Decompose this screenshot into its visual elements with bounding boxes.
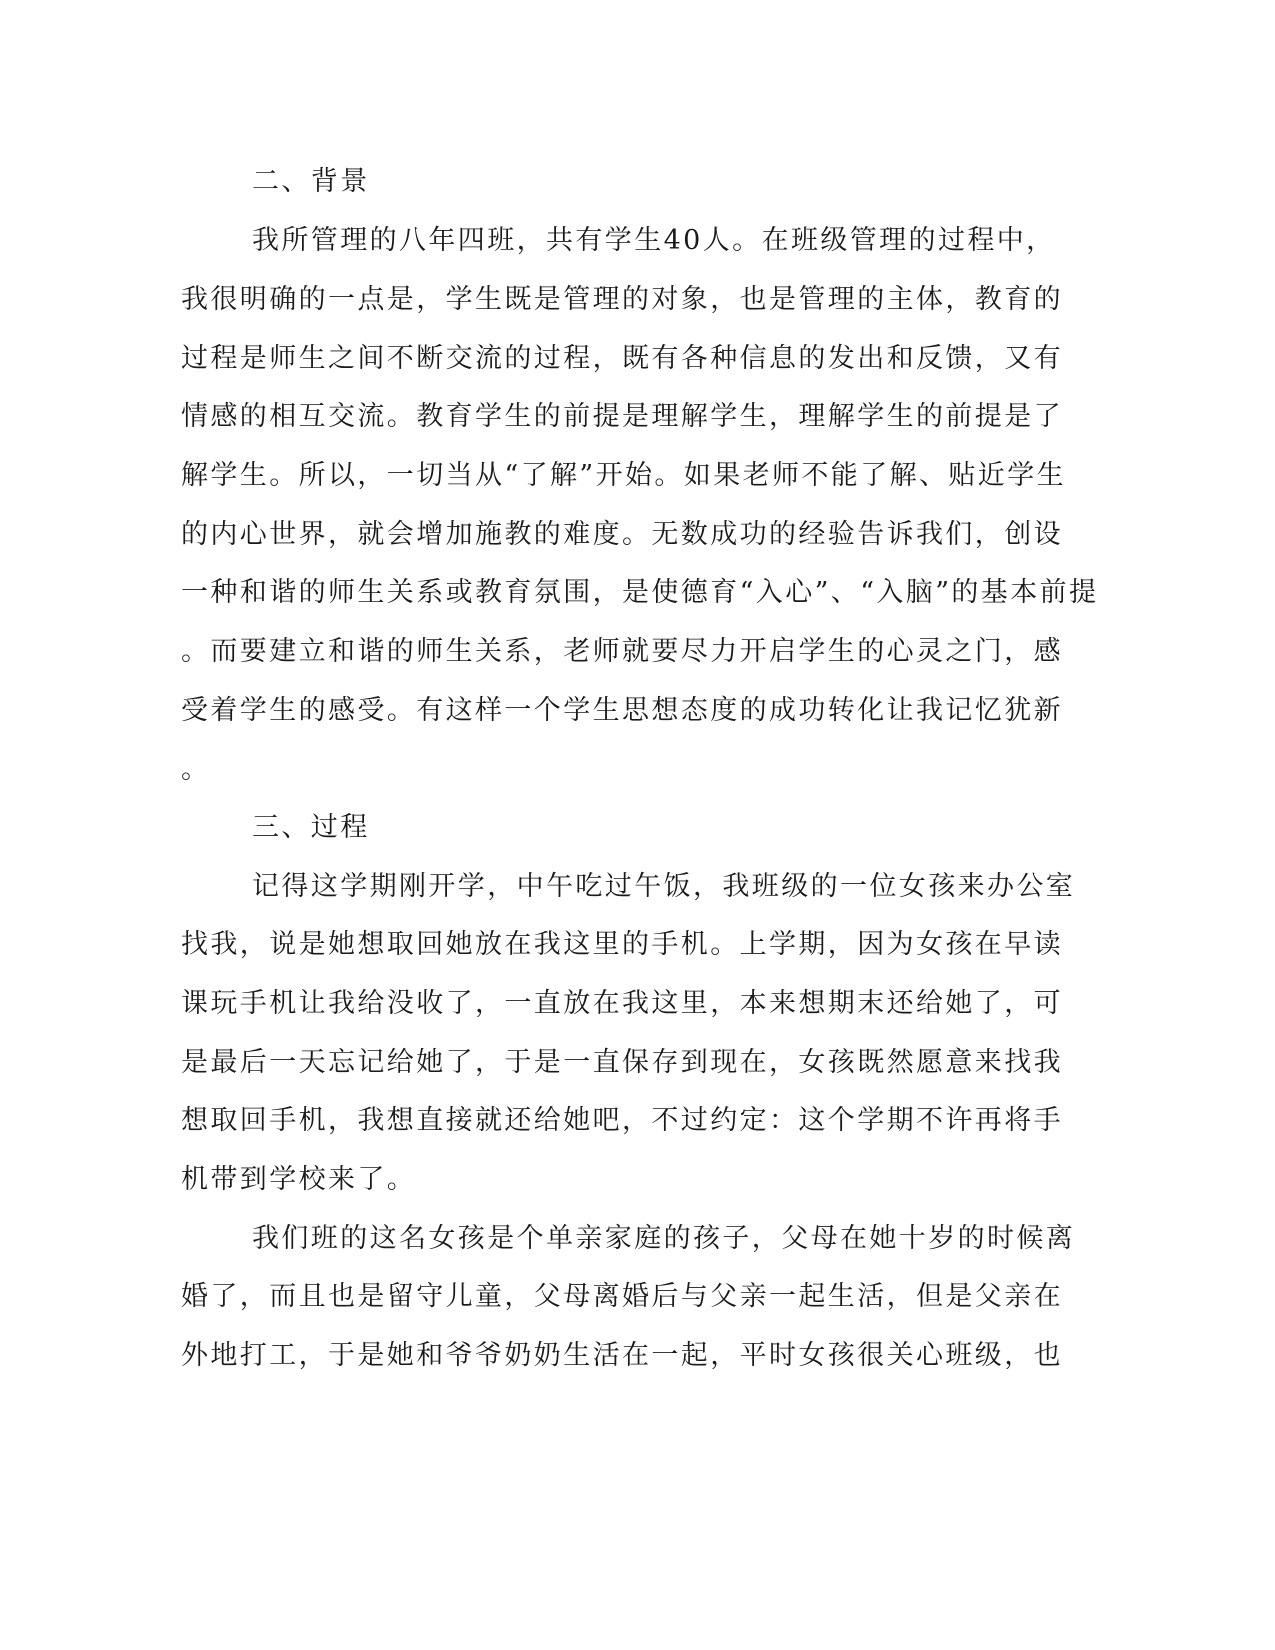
paragraph-line: 想取回手机，我想直接就还给她吧，不过约定：这个学期不许再将手: [181, 1105, 1063, 1136]
section-heading-process: 三、过程: [252, 812, 370, 843]
paragraph-line: 一种和谐的师生关系或教育氛围，是使德育“入心”、“入脑”的基本前提: [181, 577, 1099, 608]
paragraph-line: 课玩手机让我给没收了，一直放在我这里，本来想期末还给她了，可: [181, 988, 1063, 1019]
paragraph-line: 情感的相互交流。教育学生的前提是理解学生，理解学生的前提是了: [181, 401, 1063, 432]
paragraph-line: 的内心世界，就会增加施教的难度。无数成功的经验告诉我们，创设: [181, 519, 1063, 550]
paragraph-line: 我所管理的八年四班，共有学生40人。在班级管理的过程中，: [252, 225, 1056, 256]
paragraph-line: 我们班的这名女孩是个单亲家庭的孩子，父母在她十岁的时候离: [252, 1223, 1076, 1254]
paragraph-line: 解学生。所以，一切当从“了解”开始。如果老师不能了解、贴近学生: [181, 460, 1067, 491]
paragraph-line: 我很明确的一点是，学生既是管理的对象，也是管理的主体，教育的: [181, 284, 1063, 315]
paragraph-line: 记得这学期刚开学，中午吃过午饭，我班级的一位女孩来办公室: [252, 871, 1076, 902]
paragraph-line: 婚了，而且也是留守儿童，父母离婚后与父亲一起生活，但是父亲在: [181, 1281, 1063, 1312]
section-heading-background: 二、背景: [252, 166, 370, 197]
paragraph-line: 。: [181, 754, 211, 785]
paragraph-line: 是最后一天忘记给她了，于是一直保存到现在，女孩既然愿意来找我: [181, 1047, 1063, 1078]
paragraph-line: 过程是师生之间不断交流的过程，既有各种信息的发出和反馈，又有: [181, 343, 1063, 374]
paragraph-line: 。而要建立和谐的师生关系，老师就要尽力开启学生的心灵之门，感: [181, 636, 1063, 667]
paragraph-line: 找我，说是她想取回她放在我这里的手机。上学期，因为女孩在早读: [181, 929, 1063, 960]
paragraph-line: 外地打工，于是她和爷爷奶奶生活在一起，平时女孩很关心班级，也: [181, 1340, 1063, 1371]
paragraph-line: 机带到学校来了。: [181, 1164, 417, 1195]
paragraph-line: 受着学生的感受。有这样一个学生思想态度的成功转化让我记忆犹新: [181, 695, 1063, 726]
